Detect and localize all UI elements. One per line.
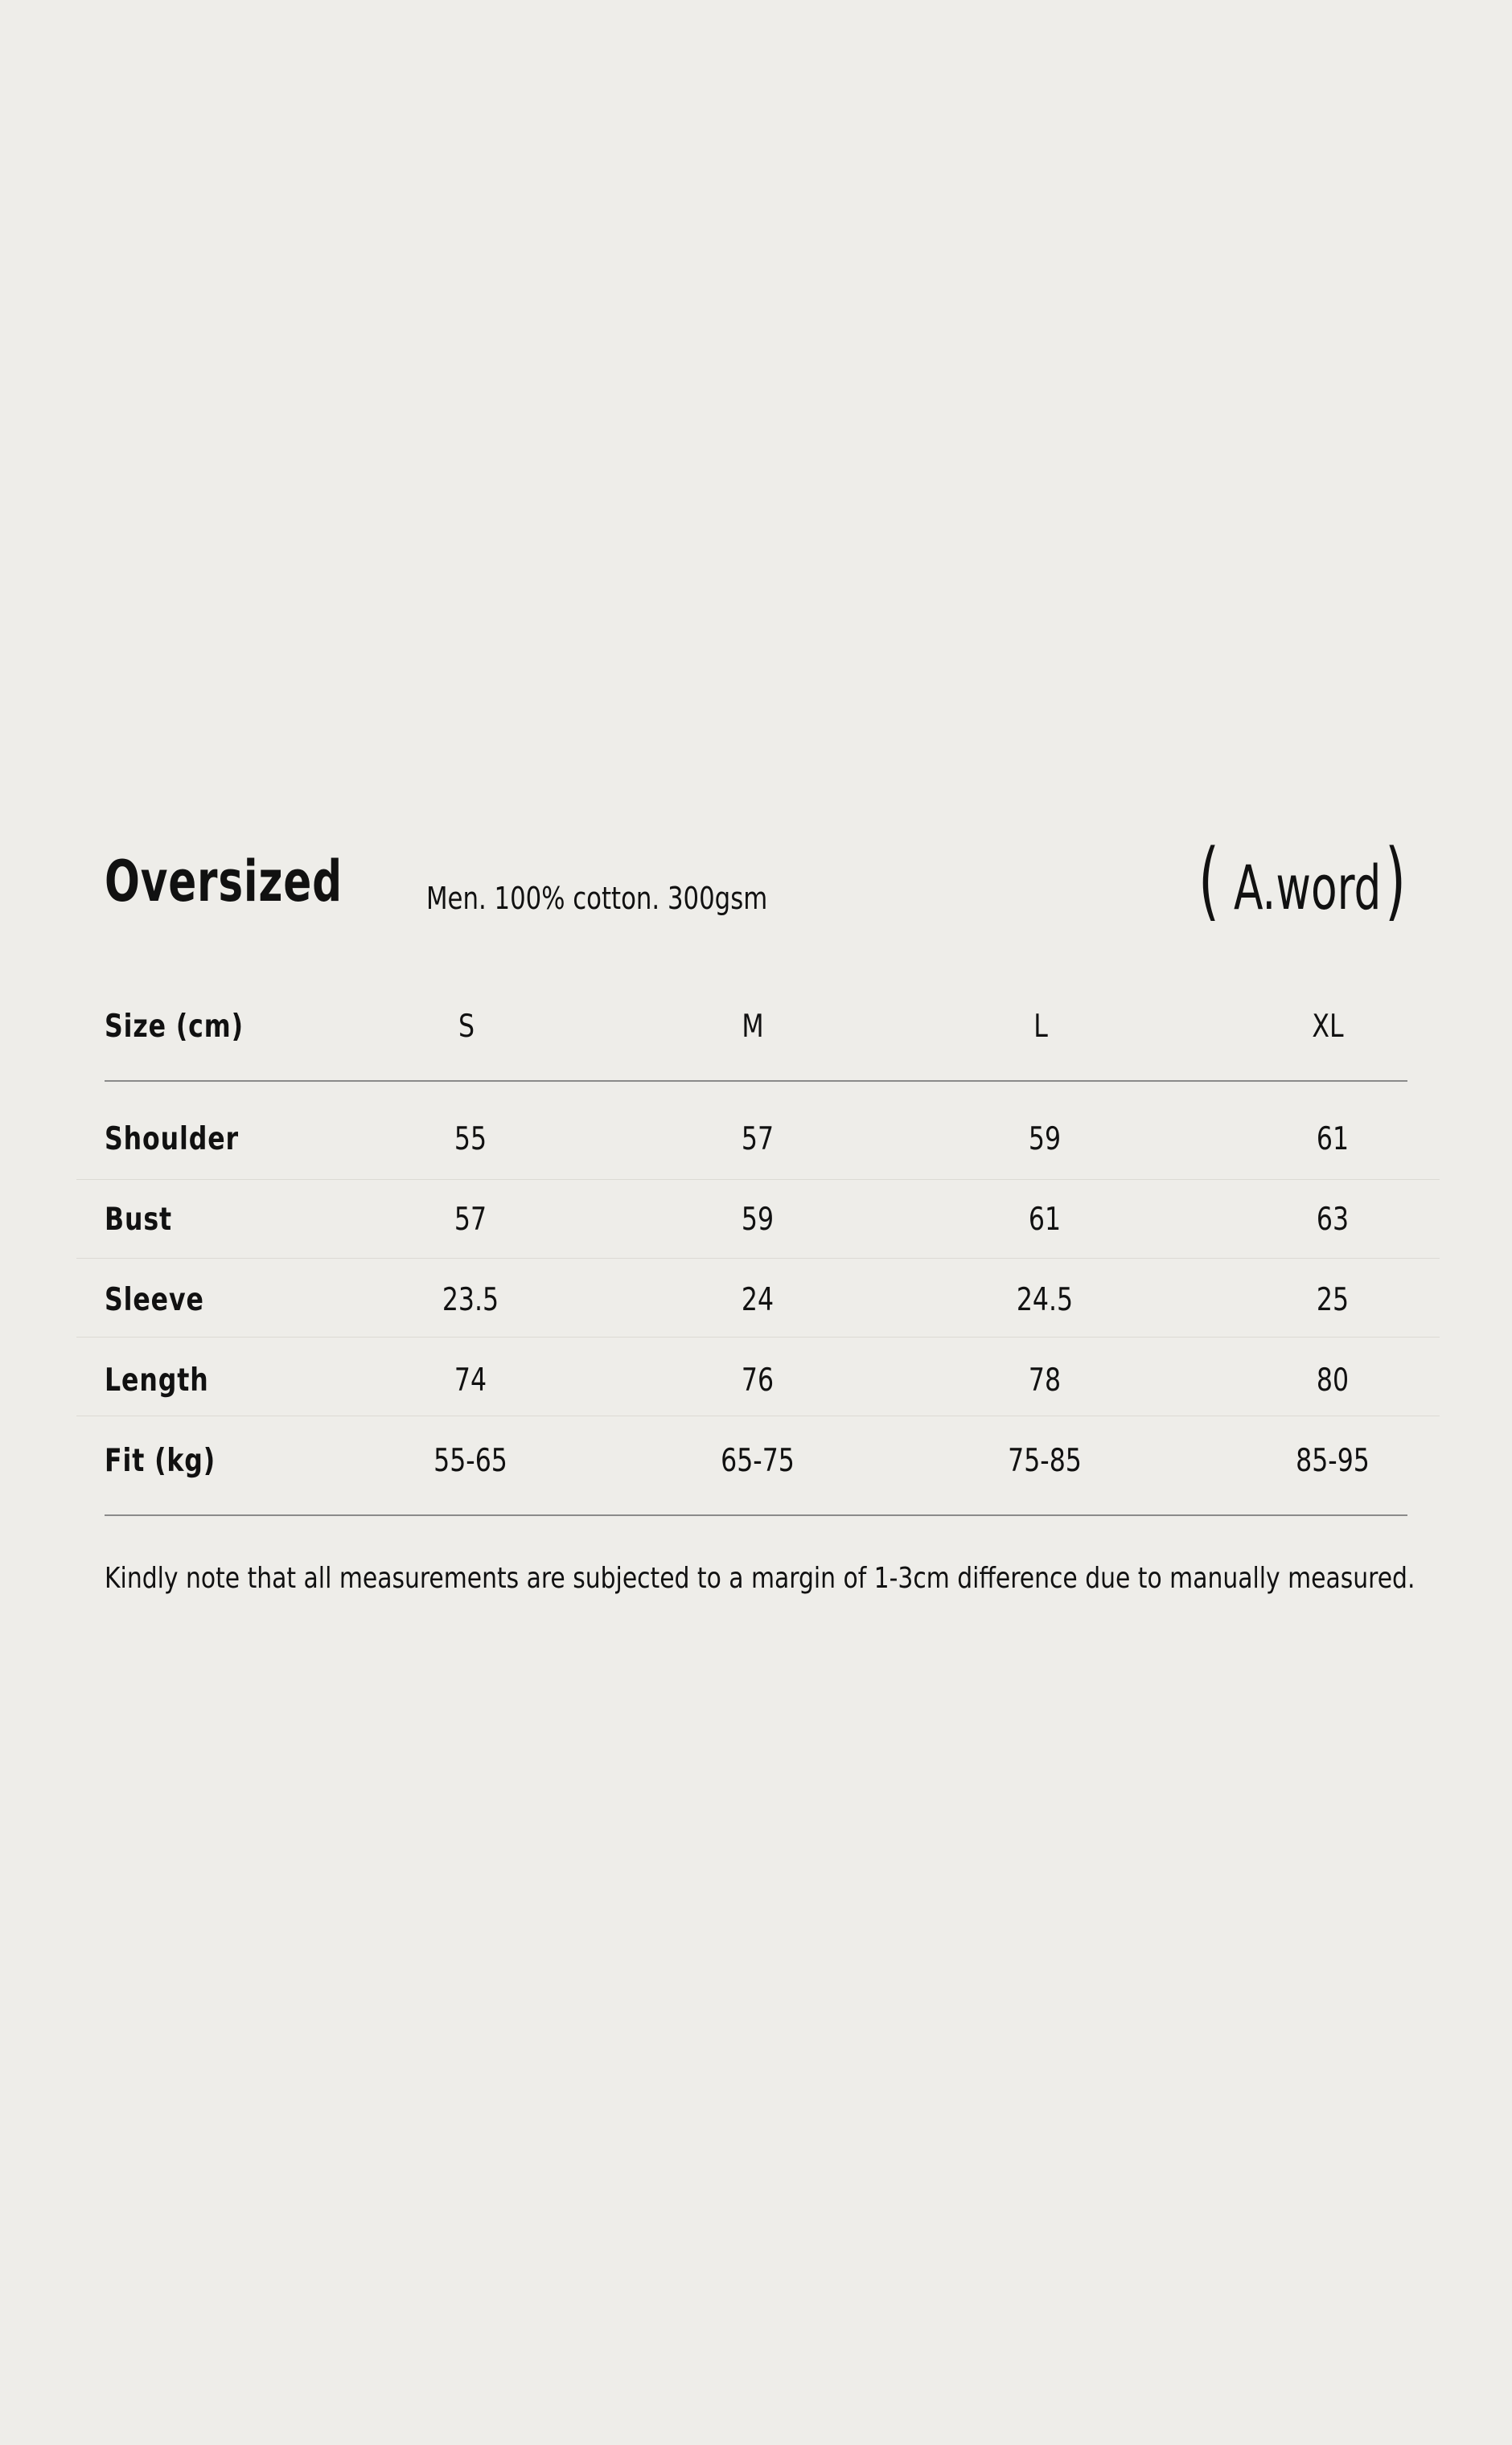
size-header-label: Size (cm) bbox=[105, 1009, 244, 1045]
cell-bust-m: 59 bbox=[741, 1202, 774, 1238]
cell-length-m: 76 bbox=[741, 1362, 774, 1399]
cell-bust-xl: 63 bbox=[1316, 1202, 1350, 1238]
cell-length-s: 74 bbox=[454, 1362, 487, 1399]
cell-sleeve-m: 24 bbox=[741, 1282, 774, 1318]
row-divider bbox=[76, 1258, 1440, 1259]
cell-fit-m: 65-75 bbox=[721, 1443, 795, 1479]
cell-shoulder-xl: 61 bbox=[1316, 1121, 1350, 1157]
cell-sleeve-s: 23.5 bbox=[442, 1282, 499, 1318]
row-label-fit: Fit (kg) bbox=[105, 1443, 216, 1479]
row-divider bbox=[76, 1179, 1440, 1180]
product-subtitle: Men. 100% cotton. 300gsm bbox=[426, 881, 768, 916]
row-label-length: Length bbox=[105, 1362, 209, 1399]
cell-shoulder-l: 59 bbox=[1028, 1121, 1062, 1157]
cell-fit-xl: 85-95 bbox=[1296, 1443, 1370, 1479]
row-label-shoulder: Shoulder bbox=[105, 1121, 240, 1157]
cell-sleeve-xl: 25 bbox=[1316, 1282, 1350, 1318]
cell-bust-s: 57 bbox=[454, 1202, 487, 1238]
cell-fit-s: 55-65 bbox=[433, 1443, 507, 1479]
brand-logo-close-paren: ) bbox=[1385, 831, 1407, 930]
brand-logo-name: A.word bbox=[1234, 852, 1382, 923]
cell-sleeve-l: 24.5 bbox=[1016, 1282, 1074, 1318]
row-label-bust: Bust bbox=[105, 1202, 173, 1238]
measurement-footnote: Kindly note that all measurements are subjected to a margin of 1-3cm difference due to manually measured. bbox=[105, 1562, 1415, 1595]
product-title: Oversized bbox=[105, 849, 343, 914]
size-header-s: S bbox=[458, 1009, 475, 1045]
cell-shoulder-m: 57 bbox=[741, 1121, 774, 1157]
table-bottom-divider bbox=[105, 1514, 1407, 1516]
row-divider bbox=[76, 1337, 1440, 1338]
brand-logo bbox=[1198, 831, 1415, 931]
brand-logo-open-paren: ( bbox=[1198, 831, 1220, 930]
cell-shoulder-s: 55 bbox=[454, 1121, 487, 1157]
cell-length-l: 78 bbox=[1028, 1362, 1062, 1399]
row-label-sleeve: Sleeve bbox=[105, 1282, 204, 1318]
cell-fit-l: 75-85 bbox=[1008, 1443, 1082, 1479]
cell-length-xl: 80 bbox=[1316, 1362, 1350, 1399]
header-divider bbox=[105, 1080, 1407, 1082]
cell-bust-l: 61 bbox=[1028, 1202, 1062, 1238]
size-header-l: L bbox=[1033, 1009, 1048, 1045]
size-header-xl: XL bbox=[1312, 1009, 1344, 1045]
size-header-m: M bbox=[742, 1009, 764, 1045]
